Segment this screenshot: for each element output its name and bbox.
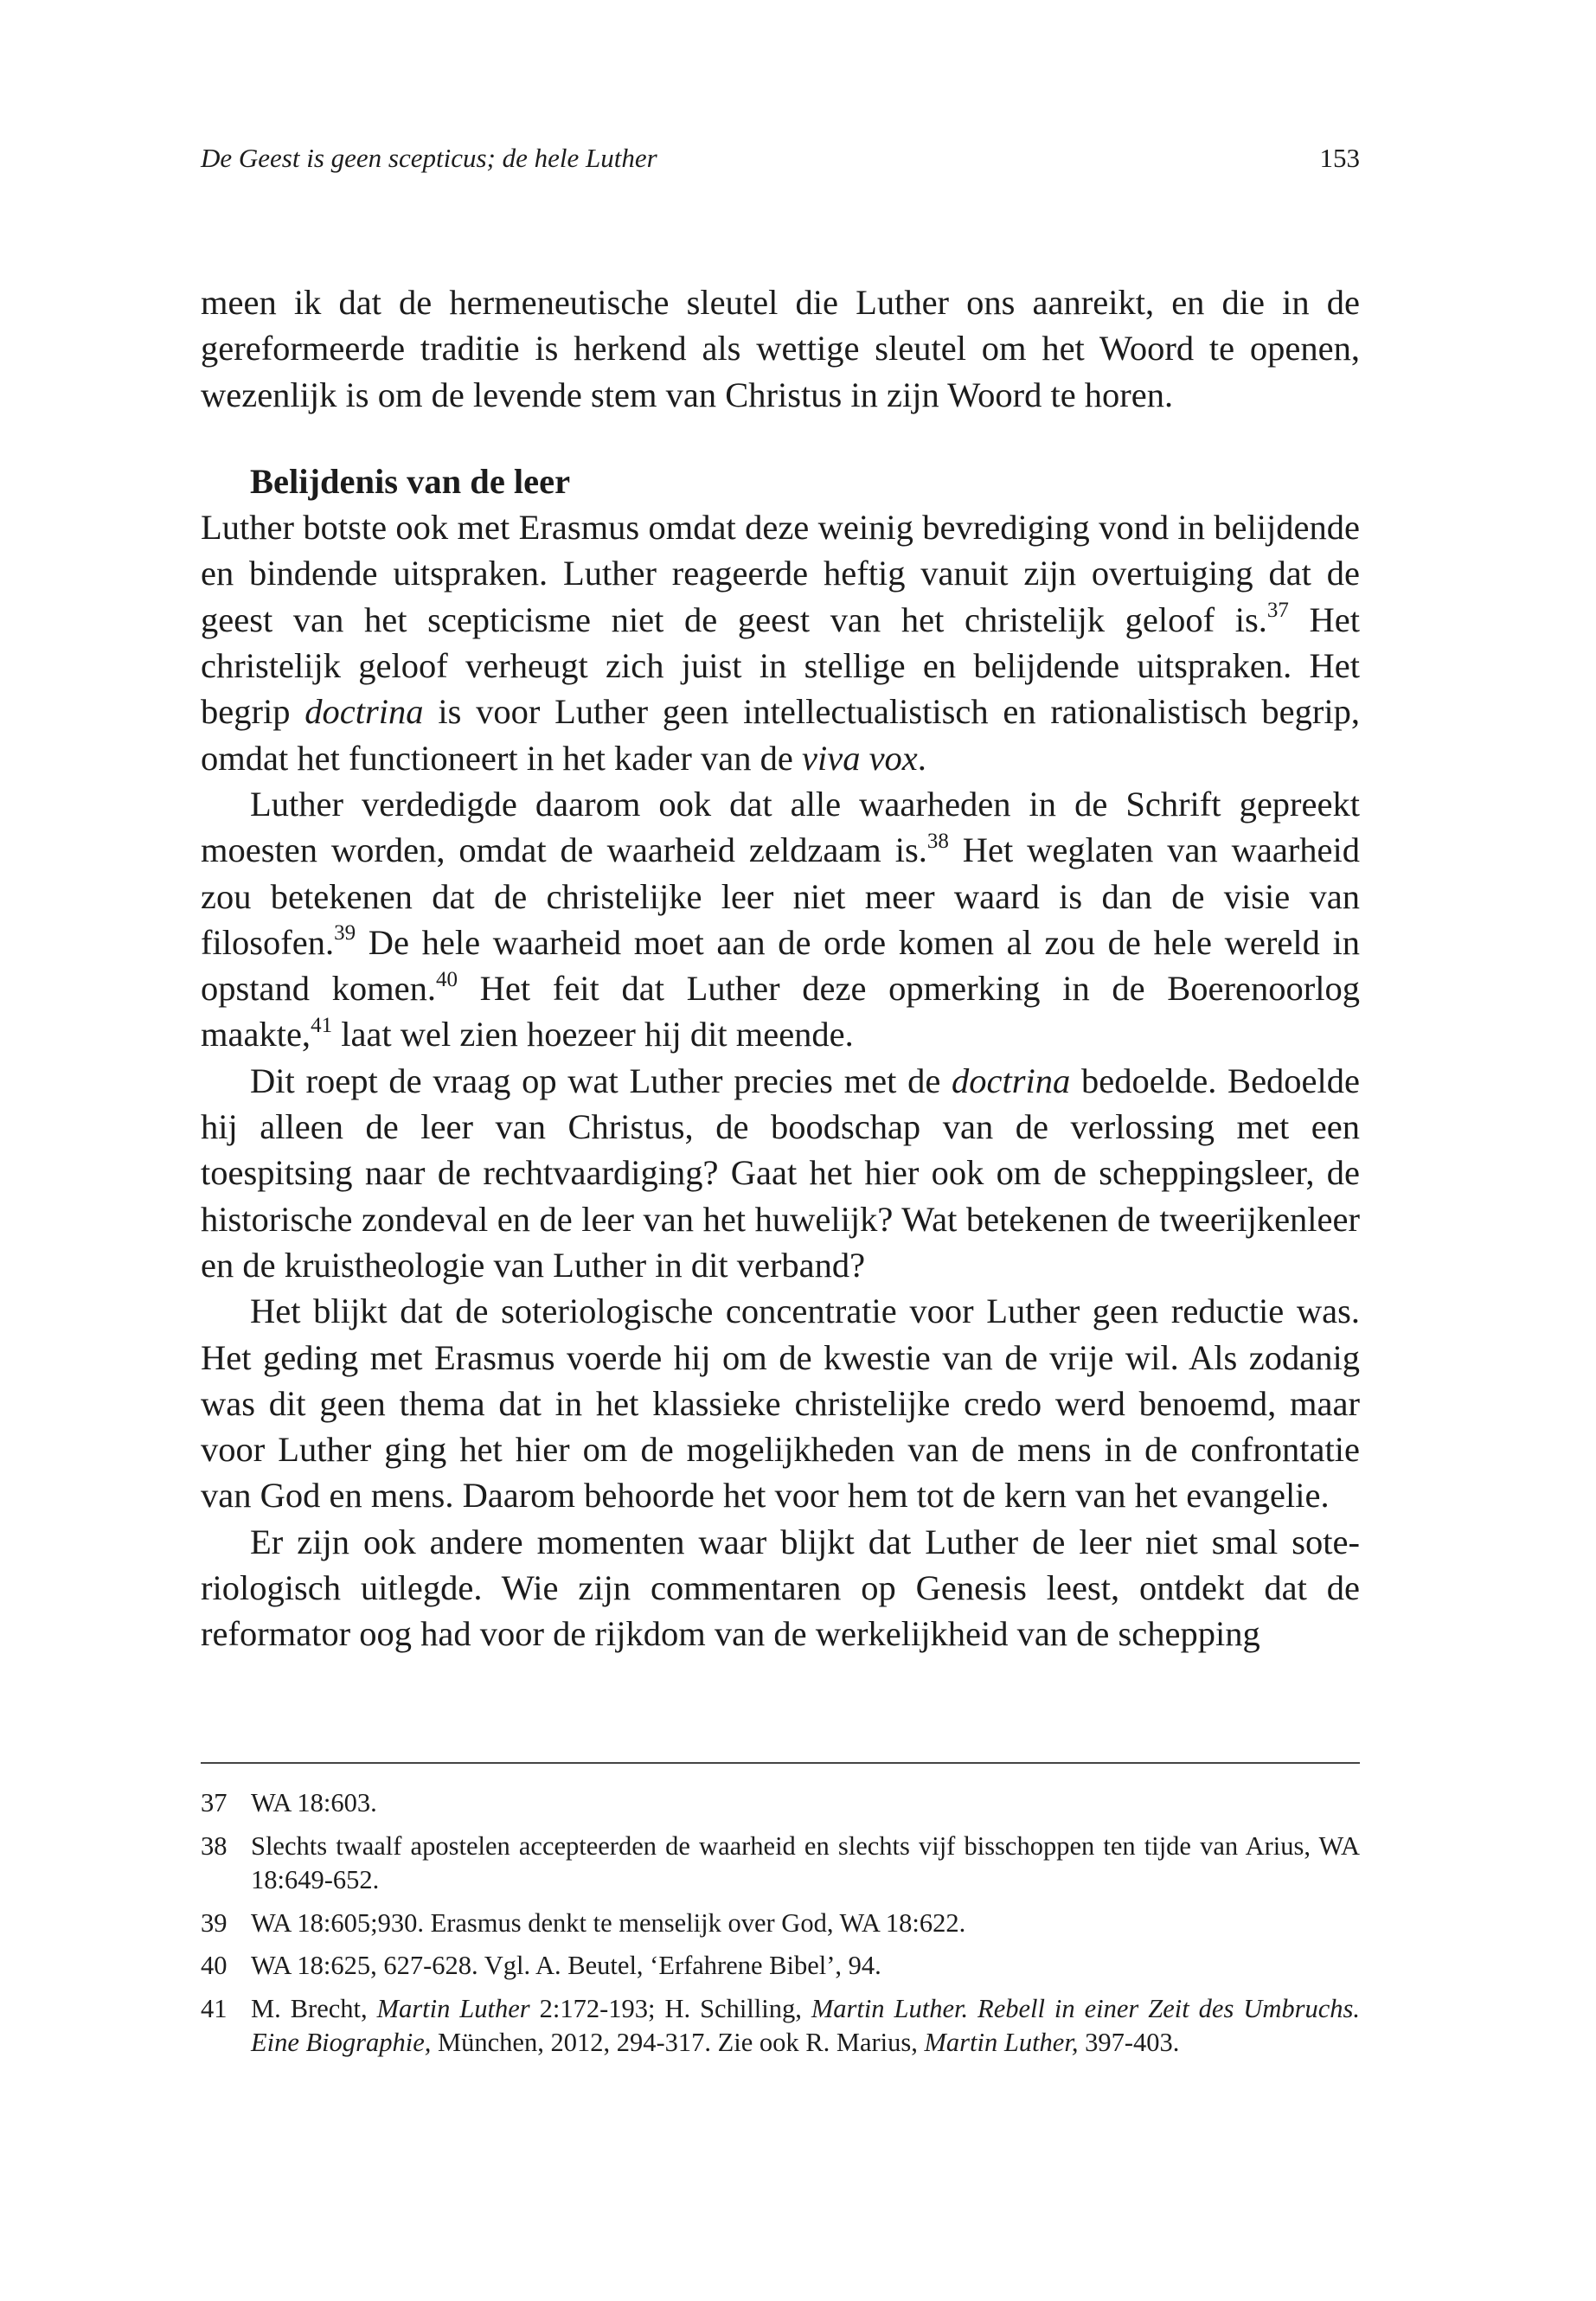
paragraph: Luther verdedigde daarom ook dat alle waarheden in de Schrift gepreekt moesten worden, omdat de waarheid zeldzaam is.$^{38}$ Het weglaten van waarheid zou betekenen dat de christelijke leer niet meer waard is dan de visie van filosofen.$^{39}$ De hele waarheid moet aan de orde komen al zou de hele wereld in opstand komen.$^{40}$ Het feit dat Luther deze opmerking in de Boerenoorlog maakte,$^{41}$ laat wel zien hoezeer hij dit meende.	[201, 784, 1361, 1054]
footnote-text: Slechts twaalf apostelen accepteerden de waarheid en slechts vijf bisschoppen ten tijde van Arius, WA 18:649-652.	[251, 1830, 1360, 1894]
footnote-text: WA 18:605;930. Erasmus denkt te menselijk over God, WA 18:622.	[251, 1907, 966, 1938]
paragraph: Dit roept de vraag op wat Luther precies met de doctrina bedoelde. Bedoelde hij alleen de leer van Christus, de boodschap van de verlossing met een toespitsing naar de rechtvaardiging? Gaat het hier ook om de scheppingsleer, de historische zondeval en de leer van het huwelijk? Wat betekenen de tweerijkenleer en de kruistheologie van Luther in dit verband?	[201, 1061, 1360, 1285]
paragraph: Het blijkt dat de soteriologische concentratie voor Luther geen reductie was. Het geding met Erasmus voerde hij om de kwestie van de vrije wil. Als zodanig was dit geen thema dat in het klassieke christelijke credo werd benoemd, maar voor Luther ging het hier om de mogelijkheden van de mens in de confrontatie van God en mens. Daarom behoorde het voor hem tot de kern van het evangelie.	[201, 1292, 1360, 1516]
footnote-ref-37[interactable]: 37	[1266, 599, 1289, 623]
footnote-ref-38[interactable]: 38	[926, 829, 949, 853]
footnote-number: 38	[201, 1830, 228, 1861]
body-text	[201, 279, 1360, 1657]
footnote-39	[201, 1907, 1360, 1941]
paragraph: Luther botste ook met Erasmus omdat deze weinig bevrediging vond in belijdende en bindende uitspraken. Luther reageerde heftig vanuit zijn overtuiging dat de geest van het scepticisme niet de geest van het christelijk geloof is.$^{37}$ Het christelijk geloof verheugt zich juist in stellige en belijdende uitspraken. Het begrip doctrina is voor Luther geen intellectualistisch en rationalistisch begrip, omdat het functioneert in het kader van de viva vox.	[201, 508, 1360, 778]
footnote-number: 41	[201, 1993, 228, 2023]
footnote-41	[201, 1992, 1360, 2061]
footnote-divider	[201, 1762, 1360, 1764]
running-head	[201, 138, 1360, 178]
footnote-ref-40[interactable]: 40	[436, 967, 458, 991]
footnote-ref-39[interactable]: 39	[334, 921, 356, 945]
footnote-text: M. Brecht, Martin Luther 2:172-193; H. Schilling, Martin Luther. Rebell in einer Zeit des Umbruchs. Eine Biographie, München, 2012, 294-317. Zie ook R. Marius, Martin Luther, 397-403.	[251, 1993, 1361, 2057]
paragraph-continued: meen ik dat de hermeneutische sleutel die Luther ons aanreikt, en die in de gereformeerde traditie is herkend als wettige sleutel om het Woord te openen, wezenlijk is om de levende stem van Christus in zijn Woord te horen.	[201, 283, 1360, 414]
page-number: 153	[1319, 143, 1360, 173]
footnote-40	[201, 1949, 1360, 1984]
footnote-text: WA 18:603.	[251, 1788, 377, 1817]
section-heading: Belijdenis van de leer	[250, 461, 571, 501]
footnotes	[201, 1786, 1360, 2069]
footnote-text: WA 18:625, 627-628. Vgl. A. Beutel, ‘Erfahrene Bibel’, 94.	[251, 1951, 881, 1980]
footnote-number: 37	[201, 1788, 228, 1817]
paragraph: Er zijn ook andere momenten waar blijkt dat Luther de leer niet smal soteriologisch uitlegde. Wie zijn commentaren op Genesis leest, ontdekt dat de reformator oog had voor de rijkdom van de werkelijkheid van de schepping	[201, 1522, 1360, 1654]
running-title: De Geest is geen scepticus; de hele Luther	[201, 143, 657, 173]
footnote-ref-41[interactable]: 41	[311, 1013, 333, 1037]
footnote-number: 40	[201, 1951, 228, 1980]
footnote-number: 39	[201, 1907, 228, 1938]
footnote-38	[201, 1830, 1360, 1898]
footnote-37	[201, 1786, 1360, 1821]
